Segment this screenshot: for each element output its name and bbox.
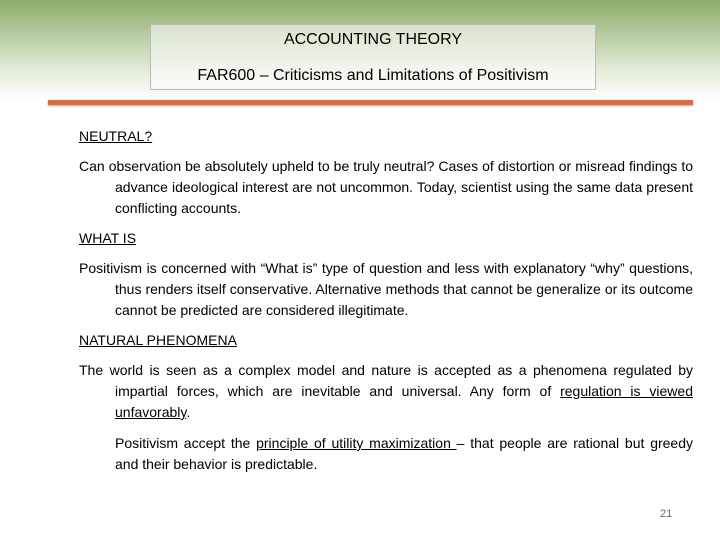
- utility-underlined: principle of utility maximization: [256, 435, 457, 451]
- heading-what-is: WHAT IS: [79, 230, 137, 246]
- natural-text-pre: The world is seen as a complex model and nature is accepted as a phenomena regulated by impartial forces, which are inevitable and universal. Any form of: [79, 362, 693, 399]
- page-number: 21: [660, 508, 673, 520]
- accent-divider: [48, 100, 693, 105]
- natural-text-post: .: [186, 404, 191, 420]
- paragraph-neutral: Can observation be absolutely upheld to be truly neutral? Cases of distortion or misread findings to advance ideological interest are not uncommon. Today, scientist using the same data present conflicting accounts.: [79, 158, 693, 216]
- title-box: [150, 24, 596, 90]
- slide-content: [79, 126, 693, 475]
- heading-neutral: NEUTRAL?: [79, 128, 153, 144]
- heading-natural-phenomena: NATURAL PHENOMENA: [79, 332, 237, 348]
- utility-text-post: – that people are rational but greedy and their behavior is predictable.: [115, 435, 693, 472]
- slide-subtitle: FAR600 – Criticisms and Limitations of Positivism: [197, 67, 549, 84]
- regulation-underlined: regulation is viewed unfavorably: [115, 383, 693, 420]
- paragraph-natural-phenomena: [79, 360, 693, 423]
- paragraph-utility: [115, 433, 693, 475]
- utility-text-pre: Positivism accept the: [115, 435, 257, 451]
- paragraph-what-is: Positivism is concerned with “What is” type of question and less with explanatory “why” questions, thus renders itself conservative. Alternative methods that cannot be generalize or its outcome cannot be predicted are considered illegitimate.: [79, 260, 693, 318]
- slide-title: ACCOUNTING THEORY: [283, 31, 463, 48]
